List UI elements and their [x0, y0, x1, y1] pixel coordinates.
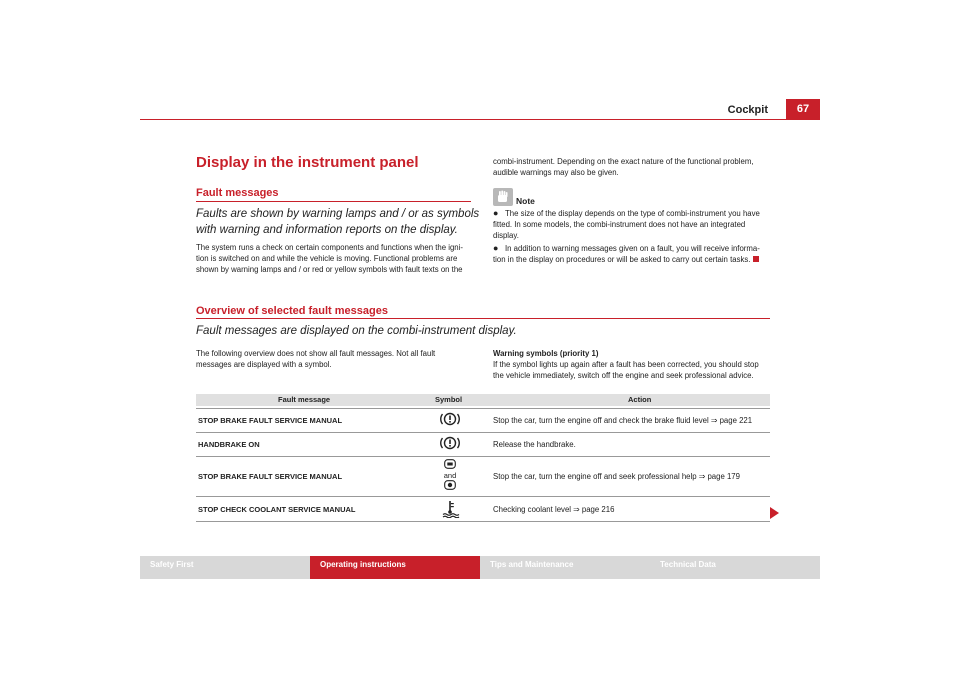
chapter-title: Cockpit: [727, 104, 768, 116]
section-subtitle: Overview of selected fault messages: [196, 305, 388, 317]
section-lead: Faults are shown by warning lamps and / or as symbols with warning and information reports on the display.: [196, 208, 480, 236]
section-body-continued: [493, 156, 778, 178]
column-header: Symbol: [435, 395, 463, 404]
table-bottom-rule: [196, 521, 770, 522]
section-lead: Fault messages are displayed on the combi-instrument display.: [196, 325, 517, 337]
bullet-icon: ●: [493, 208, 499, 218]
body-line: The system runs a check on certain components and functions when the igni-: [196, 243, 463, 252]
bullet-icon: ●: [493, 243, 499, 253]
symbol-joiner: and: [443, 471, 457, 480]
bullet-line: fitted. In some models, the combi-instrument does not have an integrated: [493, 220, 746, 229]
brake-warning-icon: [428, 411, 472, 429]
note-bullets: [493, 208, 778, 265]
column-header: Fault message: [278, 395, 331, 404]
table-row: [196, 432, 770, 456]
table-row: [196, 408, 770, 432]
subtitle-divider: [196, 201, 471, 202]
abs-icon: [428, 459, 472, 471]
fault-message: STOP CHECK COOLANT SERVICE MANUAL: [198, 505, 356, 514]
body-line: messages are displayed with a symbol.: [196, 360, 332, 369]
bullet-line: In addition to warning messages given on a fault, you will receive informa-: [505, 244, 760, 253]
body-line: tion is switched on and while the vehicle is moving. Functional problems are: [196, 254, 458, 263]
note-bullet-continued: [493, 219, 778, 241]
note-hand-icon: [493, 188, 513, 206]
fault-action: Stop the car, turn the engine off and check the brake fluid level ⇒ page 221: [493, 416, 753, 425]
fault-message: HANDBRAKE ON: [198, 440, 260, 449]
section-body: [196, 348, 481, 370]
section-title: Display in the instrument panel: [196, 154, 419, 171]
page-number: 67: [786, 99, 820, 119]
column-header: Action: [628, 395, 652, 404]
fault-action: Checking coolant level ⇒ page 216: [493, 505, 615, 514]
note-icon-box: [493, 188, 513, 206]
end-mark-icon: [753, 256, 759, 262]
footer-tab-technical-data[interactable]: Technical Data: [650, 556, 820, 579]
footer-tab-tips-and-maintenance[interactable]: Tips and Maintenance: [480, 556, 650, 579]
body-line: If the symbol lights up again after a fault has been corrected, you should stop: [493, 360, 759, 369]
warning-heading: Warning symbols (priority 1): [493, 349, 599, 358]
coolant-icon: [428, 500, 472, 520]
table-header: [196, 394, 770, 406]
header-divider: [140, 119, 820, 120]
bullet-line: tion in the display on procedures or will be asked to carry out certain tasks.: [493, 255, 751, 264]
table-row: [196, 456, 770, 496]
brake-warning-small-icon: [428, 480, 472, 492]
body-line: The following overview does not show all fault messages. Not all fault: [196, 349, 436, 358]
fault-action: Release the handbrake.: [493, 440, 576, 449]
note-bullet-continued: [493, 254, 778, 265]
fault-message: STOP BRAKE FAULT SERVICE MANUAL: [198, 472, 343, 481]
subtitle-divider: [196, 318, 770, 319]
body-line: combi-instrument. Depending on the exact nature of the functional problem,: [493, 157, 754, 166]
fault-action: Stop the car, turn the engine off and seek professional help ⇒ page 179: [493, 472, 740, 481]
note-bullet: [493, 208, 778, 219]
body-line: shown by warning lamps and / or red or yellow symbols with fault texts on the: [196, 265, 463, 274]
footer-tab-operating-instructions[interactable]: Operating instructions: [310, 556, 480, 579]
warning-block: [493, 348, 778, 381]
note-label: Note: [516, 196, 535, 206]
body-line: audible warnings may also be given.: [493, 168, 619, 177]
abs-symbols: [428, 459, 472, 492]
next-page-arrow-icon[interactable]: [770, 507, 779, 519]
footer-tab-safety-first[interactable]: Safety First: [140, 556, 310, 579]
bullet-line: display.: [493, 231, 519, 240]
section-body: [196, 242, 481, 275]
fault-message: STOP BRAKE FAULT SERVICE MANUAL: [198, 416, 343, 425]
table-row: [196, 496, 770, 522]
section-subtitle: Fault messages: [196, 187, 279, 199]
bullet-line: The size of the display depends on the type of combi-instrument you have: [505, 209, 760, 218]
note-bullet: [493, 243, 778, 254]
body-line: the vehicle immediately, switch off the engine and seek professional advice.: [493, 371, 754, 380]
brake-warning-icon: [428, 435, 472, 453]
